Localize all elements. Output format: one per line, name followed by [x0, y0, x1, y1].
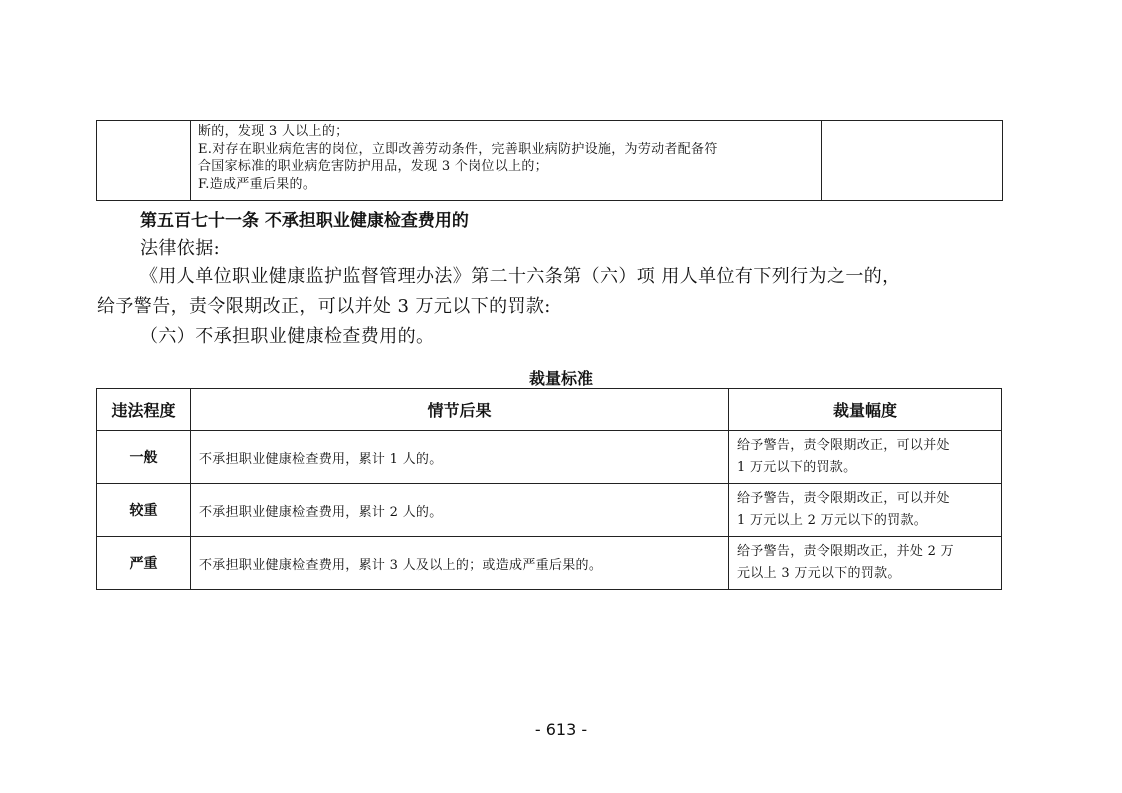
legal-basis-label: 法律依据:	[140, 238, 221, 259]
header-penalty: 裁量幅度	[729, 389, 1002, 431]
penalty-line: 给予警告，责令限期改正，可以并处	[737, 491, 950, 506]
criteria-line: E.对存在职业病危害的岗位，立即改善劳动条件，完善职业病防护设施，为劳动者配备符	[198, 141, 718, 157]
header-level: 违法程度	[97, 389, 191, 431]
penalty-line: 给予警告，责令限期改正，可以并处	[737, 438, 950, 453]
standard-title: 裁量标准	[528, 369, 593, 388]
penalty-line: 给予警告，责令限期改正，并处 2 万	[737, 544, 954, 559]
empty-cell	[97, 121, 191, 201]
header-circumstance: 情节后果	[191, 389, 729, 431]
law-text-line-2: 给予警告，责令限期改正，可以并处 3 万元以下的罚款:	[97, 296, 551, 317]
level-cell: 严重	[97, 537, 191, 590]
level-cell: 一般	[97, 431, 191, 484]
law-text-line-1: 《用人单位职业健康监护监督管理办法》第二十六条第（六）项 用人单位有下列行为之一的，	[140, 266, 901, 287]
circumstance-cell: 不承担职业健康检查费用，累计 2 人的。	[191, 484, 729, 537]
table-row	[97, 484, 1002, 537]
table-row	[97, 431, 1002, 484]
table-header-row	[97, 389, 1002, 431]
circumstance-cell: 不承担职业健康检查费用，累计 1 人的。	[191, 431, 729, 484]
table-row	[97, 537, 1002, 590]
penalty-cell	[729, 431, 1002, 484]
discretion-standard-table	[96, 388, 1002, 590]
criteria-line: 断的，发现 3 人以上的；	[198, 124, 349, 139]
penalty-line: 元以上 3 万元以下的罚款。	[737, 566, 901, 581]
penalty-line: 1 万元以下的罚款。	[737, 460, 857, 475]
page-number: - 613 -	[534, 720, 588, 739]
criteria-line: F.造成严重后果的。	[198, 176, 317, 192]
criteria-cell	[191, 121, 822, 201]
penalty-line: 1 万元以上 2 万元以下的罚款。	[737, 513, 928, 528]
level-cell: 较重	[97, 484, 191, 537]
law-item: （六）不承担职业健康检查费用的。	[140, 326, 435, 347]
table-row	[97, 121, 1003, 201]
article-title: 第五百七十一条 不承担职业健康检查费用的	[140, 211, 469, 231]
continued-criteria-table	[96, 120, 1003, 201]
circumstance-cell: 不承担职业健康检查费用，累计 3 人及以上的；或造成严重后果的。	[191, 537, 729, 590]
penalty-cell	[729, 484, 1002, 537]
penalty-cell	[729, 537, 1002, 590]
empty-cell	[822, 121, 1003, 201]
criteria-line: 合国家标准的职业病危害防护用品，发现 3 个岗位以上的；	[198, 159, 548, 174]
